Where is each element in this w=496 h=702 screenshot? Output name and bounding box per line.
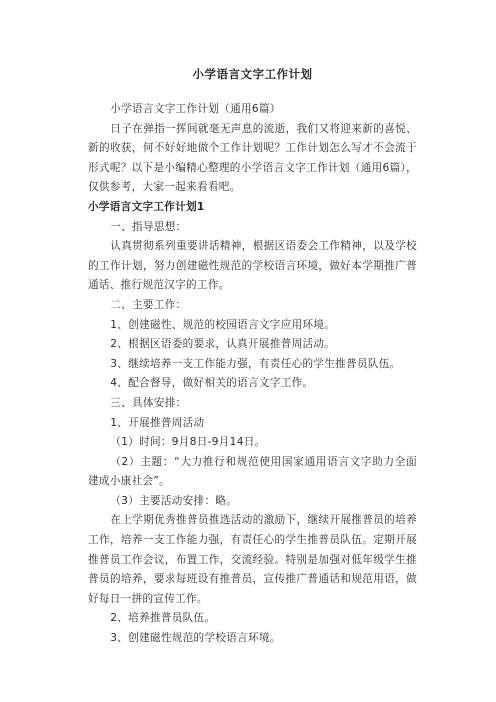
- document-title: 小学语言文字工作计划: [192, 67, 313, 81]
- paragraph: 1、创建磁性、规范的校园语言文字应用环境。: [110, 318, 336, 331]
- paragraph: 3、创建磁性规范的学校语言环境。: [110, 632, 281, 645]
- paragraph: 1、开展推普周活动: [110, 416, 205, 429]
- paragraph: 一、指导思想：: [110, 220, 187, 233]
- paragraph: 小学语言文字工作计划（通用6篇）: [110, 103, 281, 115]
- paragraph: 日子在弹指一挥间就毫无声息的流逝，我们又将迎来新的喜悦、新的收获，何不好好地做个工作计划呢？工作计划怎么写才不会流于形式呢？以下是小编精心整理的小学语言文字工作计划（通用6篇），仅供参考，大家一起来看看吧。: [88, 122, 417, 194]
- paragraph: 二、主要工作：: [110, 298, 187, 311]
- paragraph: 3、继续培养一支工作能力强，有责任心的学生推普员队伍。: [110, 357, 401, 370]
- paragraph: 在上学期优秀推普员推选活动的激励下，继续开展推普员的培养工作，培养一支工作能力强，有责任心的学生推普员队伍。定期开展推普员工作会议，布置工作，交流经验。特别是加强对低年级学生推普员的培养，要求每班设有推普员，宣传推广普通话和规范用语，做好每日一拼的宣传工作。: [88, 514, 417, 605]
- paragraph: （2）主题：“大力推行和规范使用国家通用语言文字助力全面建成小康社会”。: [88, 455, 417, 488]
- paragraph: （3）主要活动安排：略。: [110, 494, 238, 507]
- paragraph: 2、根据区语委的要求，认真开展推普周活动。: [110, 338, 336, 351]
- paragraph: 4、配合督导，做好相关的语言文字工作。: [110, 377, 314, 390]
- document-body: [88, 100, 417, 649]
- section-heading: 小学语言文字工作计划1: [88, 200, 205, 213]
- paragraph: （1）时间：9月8日-9月14日。: [110, 436, 266, 449]
- paragraph: 认真贯彻系列重要讲话精神，根据区语委会工作精神，以及学校的工作计划，努力创建磁性规范的学校语言环境，做好本学期推广普通话、推行规范汉字的工作。: [88, 240, 417, 292]
- paragraph: 2、培养推普员队伍。: [110, 612, 216, 625]
- paragraph: 三、具体安排：: [110, 396, 187, 409]
